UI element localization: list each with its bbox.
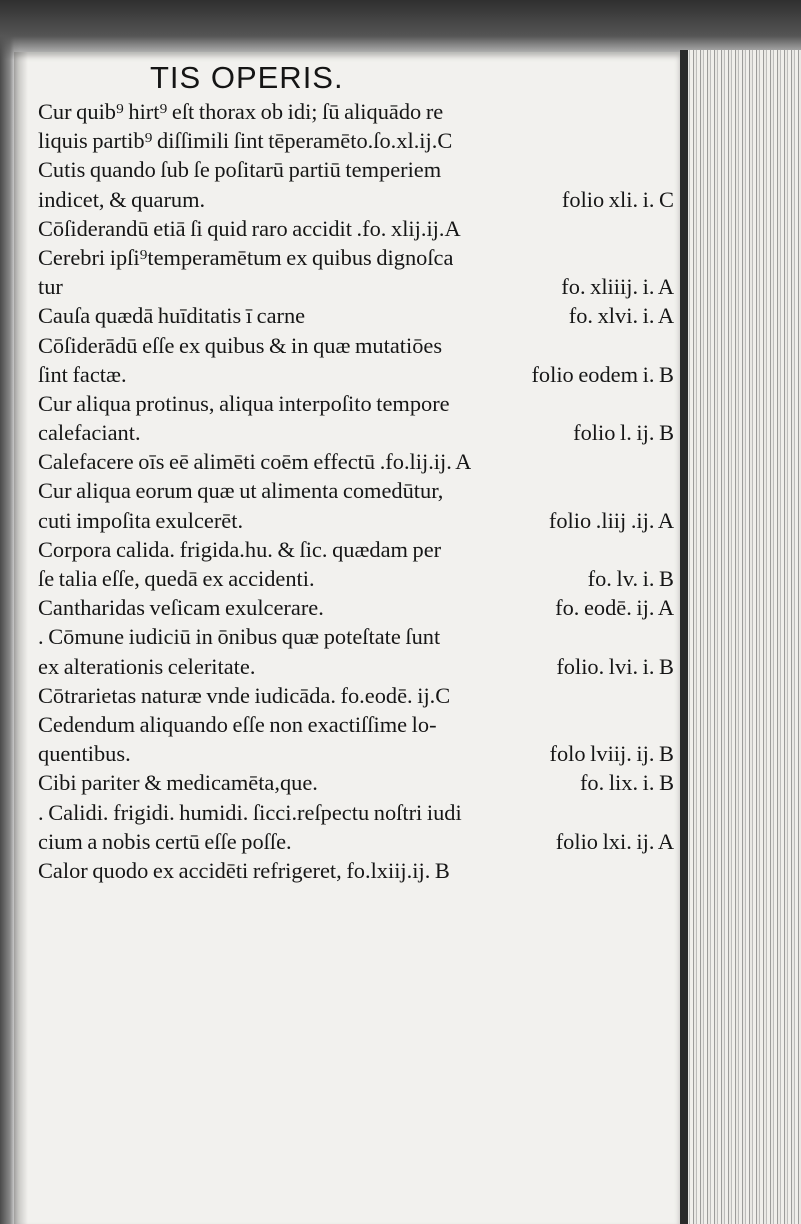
line-text: quentibus. [38, 741, 131, 767]
line-text: ex alterationis celeritate. [38, 653, 256, 679]
index-line [38, 593, 674, 622]
line-reference: folio .liij .ij. A [548, 507, 674, 533]
line-text: Cur quib⁹ hirt⁹ eſt thorax ob idi; ſū aliquādo re [38, 99, 444, 124]
line-text: Cōtrarietas naturæ vnde iudicāda. fo.eodē. ij.C [38, 682, 451, 708]
line-text: Cōſiderandū etiā ſi quid raro accidit .fo. xlij.ij.A [38, 215, 461, 241]
index-line [38, 97, 674, 126]
running-head: TIS OPERIS. [150, 60, 344, 95]
line-reference: folio l. ij. B [573, 420, 674, 446]
line-text: Cur aliqua protinus, aliqua interpoſito tempore [38, 390, 450, 416]
line-reference: fo. lix. i. B [579, 770, 674, 796]
line-text: . Calidi. frigidi. humidi. ſicci.reſpectu noſtri iudi [38, 799, 462, 825]
line-text: tur [38, 274, 63, 300]
line-reference: folo lviij. ij. B [549, 741, 674, 767]
index-line [38, 272, 674, 301]
line-reference: fo. eodē. ij. A [555, 595, 674, 621]
page-edges [680, 50, 801, 1224]
line-text: cium a nobis certū eſſe poſſe. [38, 828, 292, 854]
index-line [38, 798, 674, 827]
line-text: ſint factæ. [38, 361, 127, 387]
index-line [38, 856, 674, 885]
index-line [38, 301, 674, 330]
index-line [38, 360, 674, 389]
line-text: Calefacere oīs eē alimēti coēm effectū .fo.lij.ij. A [38, 449, 472, 475]
line-reference: folio lxi. ij. A [555, 828, 674, 854]
index-line [38, 827, 674, 856]
index-line [38, 214, 674, 243]
line-text: Cur aliqua eorum quæ ut alimenta comedūtur, [38, 478, 444, 504]
index-line [38, 185, 674, 214]
line-reference: folio eodem i. B [531, 361, 674, 387]
line-text: Cōſiderādū eſſe ex quibus & in quæ mutatiōes [38, 332, 443, 358]
line-text: ſe talia eſſe, quedā ex accidenti. [38, 566, 315, 591]
line-text: Cauſa quædā huīditatis ī carne [38, 303, 306, 329]
index-line [38, 155, 674, 184]
line-text: calefaciant. [38, 420, 141, 446]
index-line [38, 535, 674, 564]
line-text: Corpora calida. frigida.hu. & ſic. quædam per [38, 536, 442, 562]
line-reference: folio. lvi. i. B [556, 653, 674, 679]
line-reference: folio xli. i. C [561, 186, 674, 212]
index-list [38, 97, 674, 885]
line-text: Cutis quando ſub ſe poſitarū partiū temperiem [38, 157, 442, 183]
index-line [38, 739, 674, 768]
index-line [38, 564, 674, 593]
index-line [38, 681, 674, 710]
line-text: liquis partib⁹ diſſimili ſint tēperamēto.ſo.xl.ij.C [38, 128, 453, 154]
line-text: cuti impoſita exulcerēt. [38, 507, 244, 533]
index-line [38, 243, 674, 272]
index-line [38, 622, 674, 651]
index-line [38, 476, 674, 505]
index-line [38, 710, 674, 739]
index-line [38, 389, 674, 418]
line-text: Calor quodo ex accidēti refrigeret, fo.lxiij.ij. B [38, 857, 450, 883]
line-text: Cantharidas veſicam exulcerare. [38, 595, 324, 621]
line-reference: fo. xliiij. i. A [561, 274, 674, 300]
line-text: . Cōmune iudiciū in ōnibus quæ poteſtate ſunt [38, 624, 441, 650]
index-line [38, 447, 674, 476]
index-line [38, 652, 674, 681]
binding-shadow [680, 50, 688, 1224]
line-reference: fo. xlvi. i. A [568, 303, 674, 329]
index-line [38, 418, 674, 447]
index-line [38, 126, 674, 155]
line-text: indicet, & quarum. [38, 186, 206, 212]
page-left-shadow [14, 52, 28, 1224]
line-text: Cedendum aliquando eſſe non exactiſſime lo- [38, 711, 437, 737]
index-line [38, 506, 674, 535]
line-text: Cerebri ipſi⁹temperamētum ex quibus dignoſca [38, 244, 454, 270]
index-line [38, 331, 674, 360]
line-reference: fo. lv. i. B [587, 566, 674, 591]
line-text: Cibi pariter & medicamēta,que. [38, 770, 318, 796]
index-line [38, 768, 674, 797]
